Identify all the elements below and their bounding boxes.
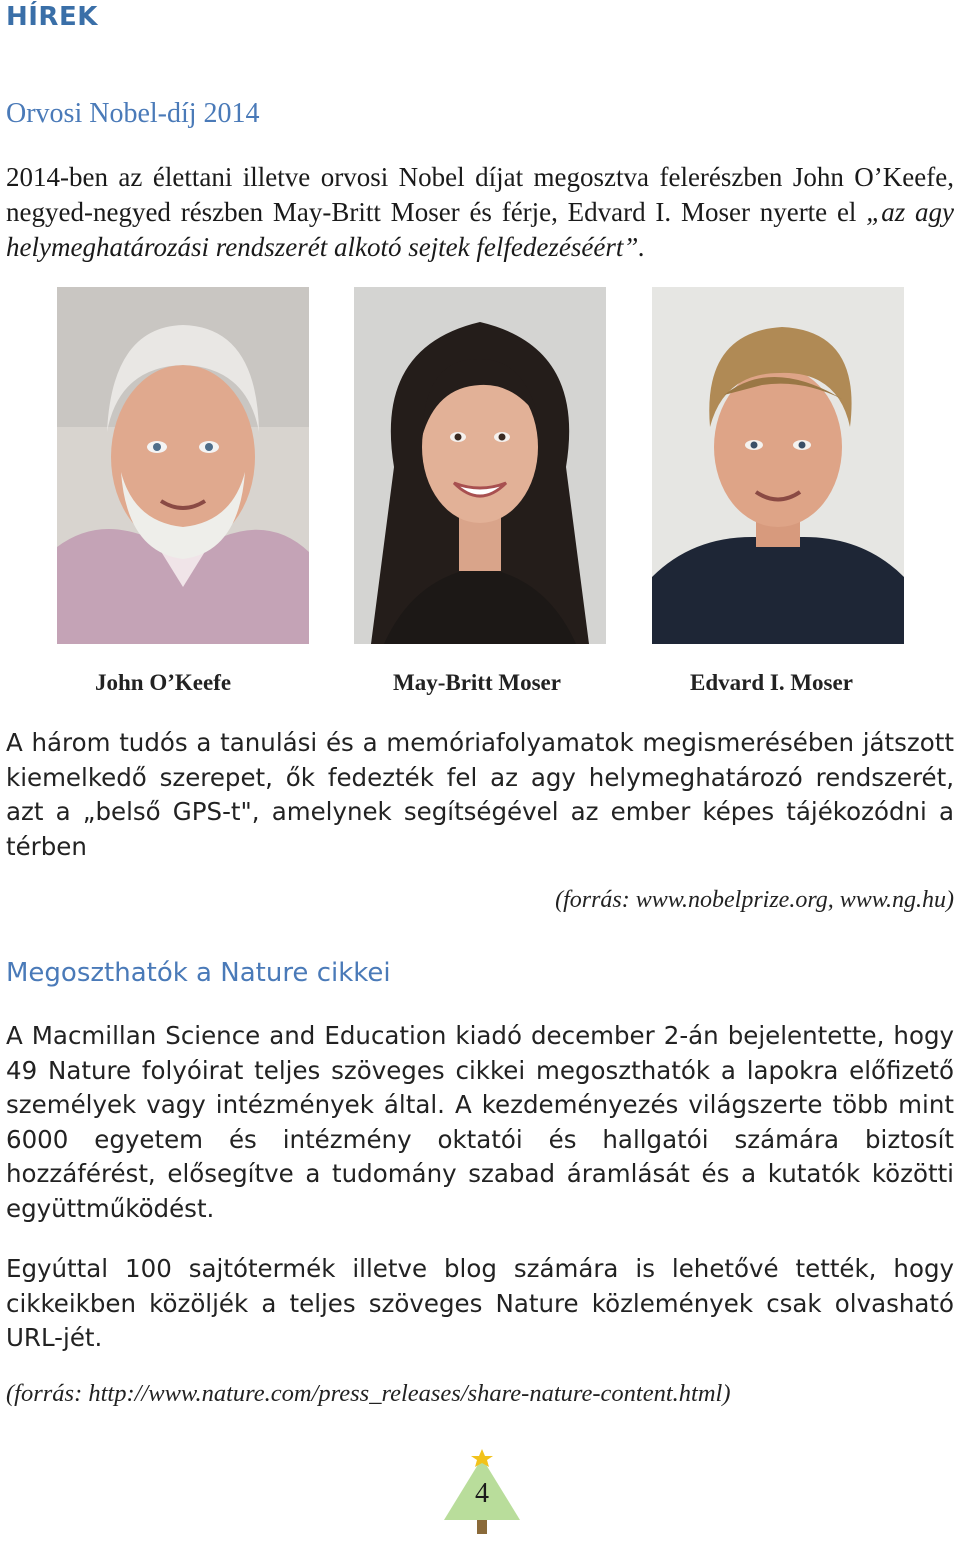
photo-edvard-moser	[652, 287, 904, 644]
article-2-title: Megoszthatók a Nature cikkei	[6, 958, 391, 988]
article-2-source: (forrás: http://www.nature.com/press_releases/share-nature-content.html)	[6, 1380, 731, 1407]
page-number: 4	[475, 1478, 489, 1509]
caption-may-britt-moser: May-Britt Moser	[393, 670, 561, 695]
christmas-tree-icon	[440, 1448, 524, 1536]
article-2-paragraph-1: A Macmillan Science and Education kiadó december 2-án bejelentette, hogy 49 Nature folyóirat teljes szöveges cikkei megoszthatók a lapokra előfizető személyek vagy intézmények által. A kezdeményezés világszerte több mint 6000 egyetem és intézmény oktatói és hallgatói számára biztosít hozzáférést, elősegítve a tudomány szabad áramlását és a kutatók közötti együttműködést.	[6, 1021, 954, 1223]
caption-john-okeefe: John O’Keefe	[95, 670, 232, 695]
article-2-paragraph-2: Egyúttal 100 sajtótermék illetve blog számára is lehetővé tették, hogy cikkeikben közöljék a teljes szöveges Nature közlemények csak olvasható URL-jét.	[6, 1254, 954, 1352]
photo-john-okeefe	[57, 287, 309, 644]
article-1-body: A három tudós a tanulási és a memóriafolyamatok megismerésében játszott kiemelkedő szerepet, ők fedezték fel az agy helymeghatározó rendszerét, azt a „belső GPS-t", amelynek segítségével az ember képes tájékozódni a térben	[6, 728, 954, 861]
section-label: HÍREK	[6, 2, 98, 32]
photo-may-britt-moser	[354, 287, 606, 644]
article-1-source: (forrás: www.nobelprize.org, www.ng.hu)	[555, 887, 954, 913]
article-1-title: Orvosi Nobel-díj 2014	[6, 98, 260, 129]
intro-text: 2014-ben az élettani illetve orvosi Nobel díjat megosztva felerészben John O’Keefe, negyed-negyed részben May-Britt Moser és férje, Edvard I. Moser nyerte el	[6, 162, 954, 227]
intro-quote: „az agy helymeghatározási rendszerét alkotó sejtek felfedezéséért”.	[6, 197, 954, 262]
article-1-intro	[6, 160, 954, 265]
caption-edvard-moser: Edvard I. Moser	[690, 670, 853, 695]
